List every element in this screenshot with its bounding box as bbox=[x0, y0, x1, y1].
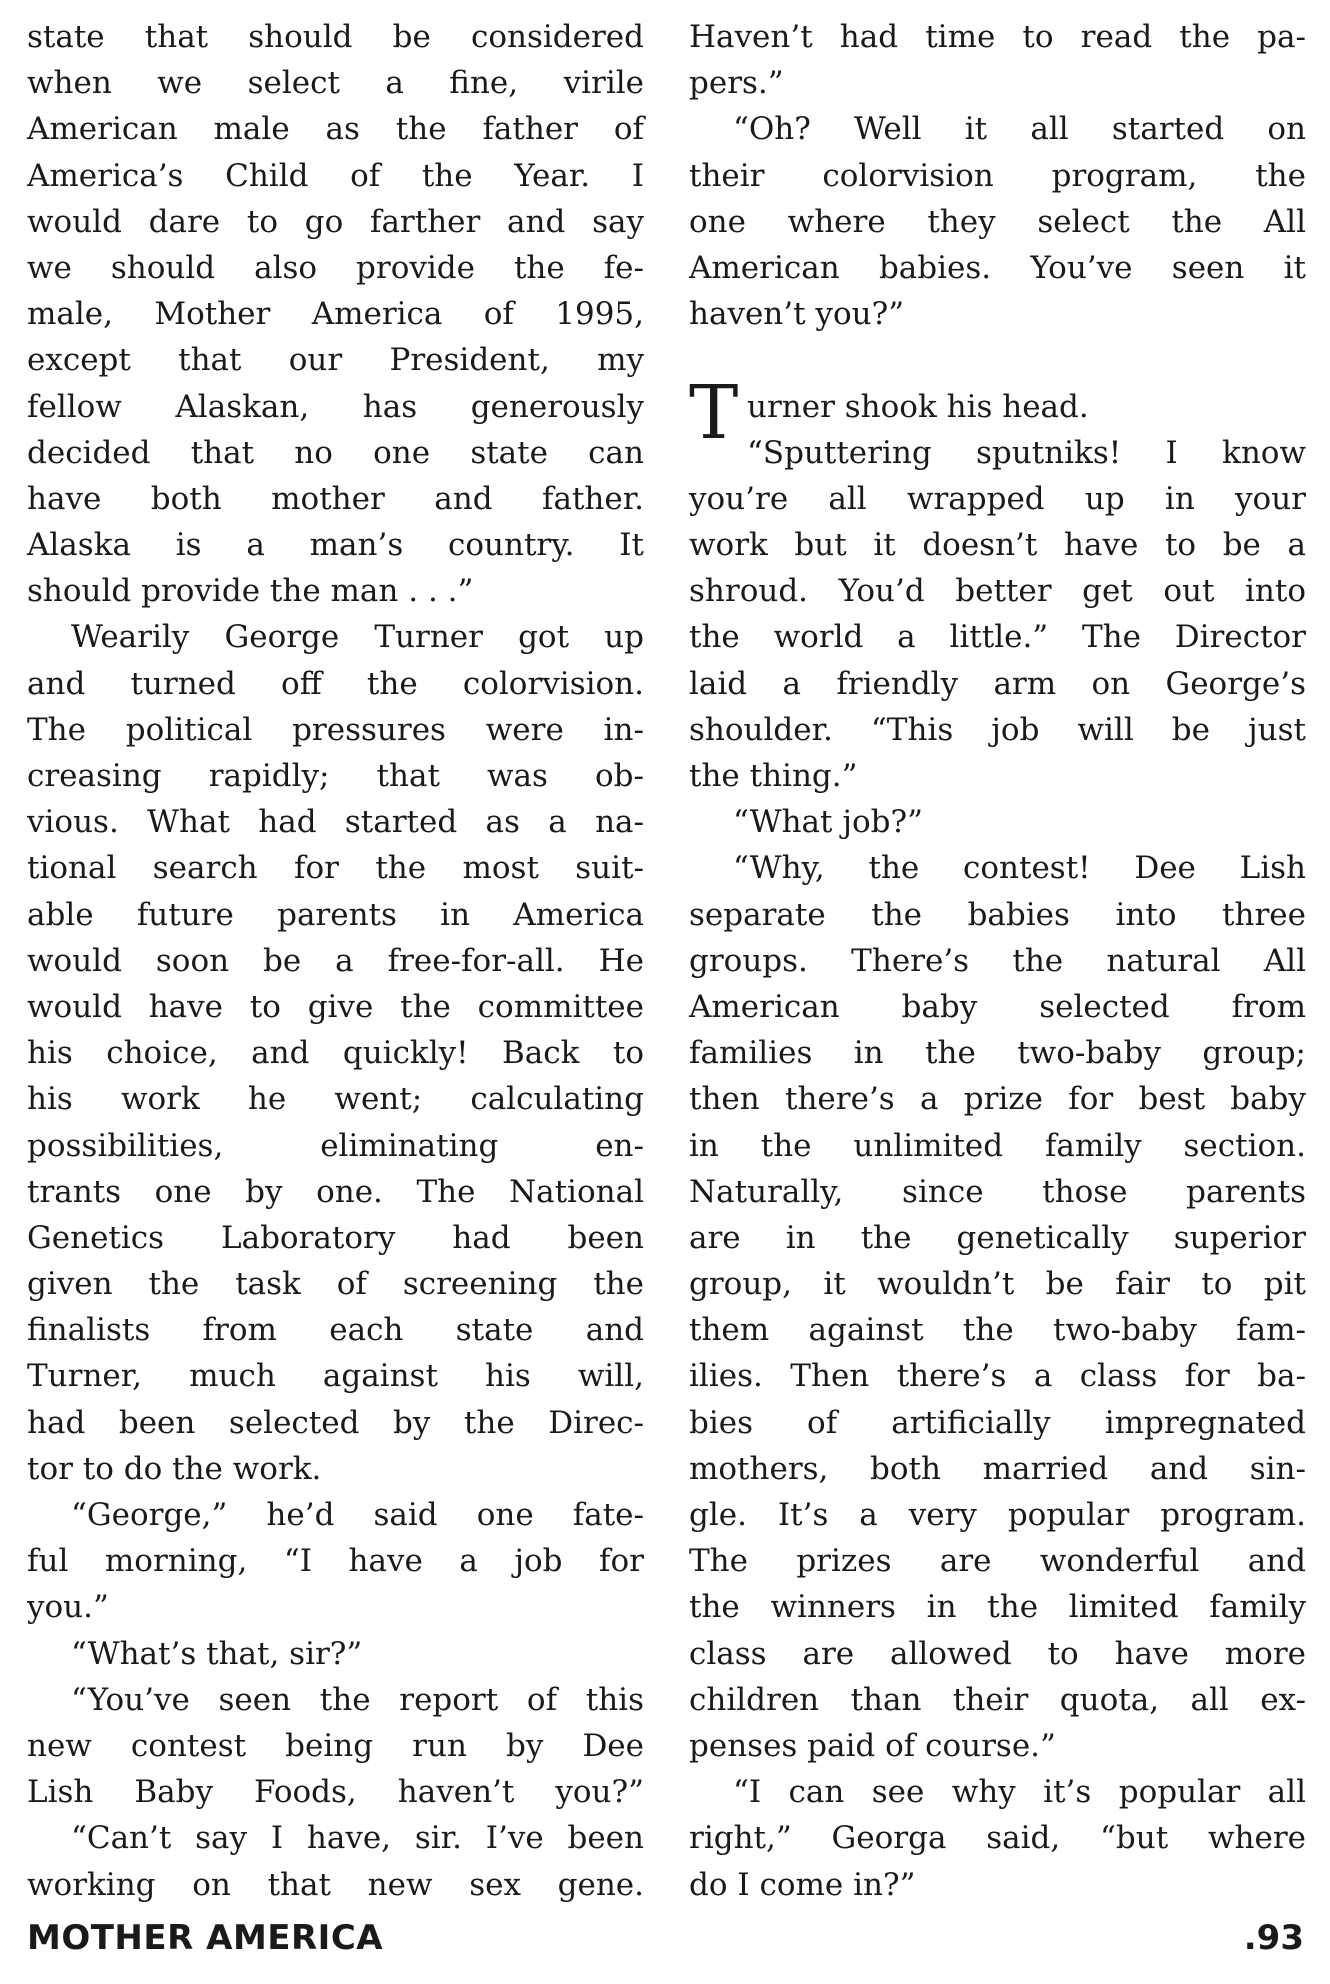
text-line: decided that no one state can bbox=[27, 434, 644, 471]
text-line: penses paid of course.” bbox=[689, 1727, 1056, 1764]
text-line: his work he went; calculating bbox=[27, 1081, 644, 1118]
text-line: would dare to go farther and say bbox=[27, 203, 644, 240]
text-line: state that should be considered bbox=[27, 19, 644, 55]
text-line: ilies. Then there’s a class for ba- bbox=[689, 1358, 1306, 1395]
text-line: have both mother and father. bbox=[27, 480, 644, 517]
text-line: should provide the man . . .” bbox=[27, 573, 474, 610]
text-line: in the unlimited family section. bbox=[689, 1127, 1306, 1164]
text-line: shroud. You’d better get out into bbox=[689, 573, 1306, 610]
text-line: the winners in the limited family bbox=[689, 1589, 1306, 1626]
text-line: ful morning, “I have a job for bbox=[27, 1543, 644, 1580]
text-line: “What’s that, sir?” bbox=[71, 1635, 363, 1672]
text-line: one where they select the All bbox=[689, 203, 1306, 240]
text-line: trants one by one. The National bbox=[27, 1173, 644, 1210]
text-line: “Oh? Well it all started on bbox=[733, 111, 1306, 148]
text-line: bies of artificially impregnated bbox=[689, 1404, 1306, 1441]
text-line: creasing rapidly; that was ob- bbox=[27, 758, 644, 794]
text-line: the world a little.” The Director bbox=[689, 619, 1306, 656]
text-line: “What job?” bbox=[733, 804, 923, 841]
text-line: right,” Georga said, “but where bbox=[689, 1820, 1306, 1857]
text-line: The prizes are wonderful and bbox=[689, 1543, 1306, 1580]
text-line: fellow Alaskan, has generously bbox=[27, 388, 644, 425]
text-line: The political pressures were in- bbox=[27, 711, 644, 748]
text-line: his choice, and quickly! Back to bbox=[27, 1035, 644, 1072]
text-line: “George,” he’d said one fate- bbox=[71, 1497, 644, 1533]
section-break bbox=[689, 337, 1306, 383]
text-line: would have to give the committee bbox=[27, 988, 644, 1025]
text-line: you.” bbox=[27, 1589, 109, 1626]
text-line: “Can’t say I have, sir. I’ve been bbox=[71, 1820, 644, 1857]
right-column-top-paragraphs bbox=[689, 14, 1306, 337]
text-line: the thing.” bbox=[689, 758, 858, 794]
text-line: gle. It’s a very popular program. bbox=[689, 1497, 1306, 1533]
text-line: had been selected by the Direc- bbox=[27, 1404, 644, 1441]
text-line: “Why, the contest! Dee Lish bbox=[733, 850, 1306, 887]
text-line: except that our President, my bbox=[27, 342, 644, 379]
text-line: given the task of screening the bbox=[27, 1266, 644, 1303]
text-line: their colorvision program, the bbox=[689, 157, 1306, 194]
text-line: pers.” bbox=[689, 65, 784, 102]
text-line: group, it wouldn’t be fair to pit bbox=[689, 1266, 1306, 1303]
text-line: would soon be a free-for-all. He bbox=[27, 942, 644, 979]
running-footer-title: MOTHER AMERICA bbox=[27, 1918, 384, 1958]
text-line: “You’ve seen the report of this bbox=[71, 1681, 644, 1718]
text-line: work but it doesn’t have to be a bbox=[689, 527, 1306, 564]
text-line: American babies. You’ve seen it bbox=[689, 249, 1306, 286]
text-line: Genetics Laboratory had been bbox=[27, 1219, 644, 1256]
text-line: families in the two-baby group; bbox=[689, 1035, 1306, 1072]
text-line: new contest being run by Dee bbox=[27, 1727, 644, 1764]
text-line: haven’t you?” bbox=[689, 296, 905, 333]
text-line: mothers, both married and sin- bbox=[689, 1450, 1306, 1487]
text-line: Haven’t had time to read the pa- bbox=[689, 19, 1306, 55]
text-line: and turned off the colorvision. bbox=[27, 665, 644, 702]
text-line: finalists from each state and bbox=[27, 1312, 644, 1349]
text-line: tor to do the work. bbox=[27, 1450, 322, 1487]
text-line: children than their quota, all ex- bbox=[689, 1681, 1306, 1718]
text-line: then there’s a prize for best baby bbox=[689, 1081, 1306, 1118]
text-line: vious. What had started as a na- bbox=[27, 804, 644, 841]
text-line: Naturally, since those parents bbox=[689, 1173, 1306, 1210]
text-line: them against the two-baby fam- bbox=[689, 1312, 1306, 1349]
text-line: when we select a fine, virile bbox=[27, 65, 644, 102]
left-text-column bbox=[27, 14, 644, 1908]
text-line: laid a friendly arm on George’s bbox=[689, 665, 1306, 702]
text-line: American baby selected from bbox=[689, 988, 1306, 1025]
text-line: are in the genetically superior bbox=[689, 1219, 1306, 1256]
text-line: male, Mother America of 1995, bbox=[27, 296, 644, 333]
right-column-bottom-paragraphs bbox=[689, 369, 1306, 1908]
text-line: able future parents in America bbox=[27, 896, 644, 933]
text-line: do I come in?” bbox=[689, 1866, 916, 1903]
text-line: “I can see why it’s popular all bbox=[733, 1774, 1306, 1811]
text-line: America’s Child of the Year. I bbox=[27, 157, 644, 194]
right-text-column bbox=[689, 14, 1306, 1908]
text-line: Turner, much against his will, bbox=[27, 1358, 644, 1395]
text-line: Alaska is a man’s country. It bbox=[27, 527, 644, 564]
text-line: Lish Baby Foods, haven’t you?” bbox=[27, 1774, 644, 1811]
drop-cap: T bbox=[689, 369, 739, 456]
text-line: “Sputtering sputniks! I know bbox=[747, 434, 1306, 471]
text-line: urner shook his head. bbox=[747, 388, 1089, 425]
text-line: possibilities, eliminating en- bbox=[27, 1127, 644, 1164]
text-line: class are allowed to have more bbox=[689, 1635, 1306, 1672]
text-line: shoulder. “This job will be just bbox=[689, 711, 1306, 748]
text-line: American male as the father of bbox=[27, 111, 644, 148]
text-line: we should also provide the fe- bbox=[27, 249, 644, 286]
text-line: tional search for the most suit- bbox=[27, 850, 644, 887]
text-line: Wearily George Turner got up bbox=[71, 619, 644, 656]
text-line: groups. There’s the natural All bbox=[689, 942, 1306, 979]
text-line: separate the babies into three bbox=[689, 896, 1306, 933]
text-line: working on that new sex gene. bbox=[27, 1866, 644, 1903]
page-number: .93 bbox=[1243, 1918, 1304, 1958]
text-line: you’re all wrapped up in your bbox=[689, 480, 1306, 517]
